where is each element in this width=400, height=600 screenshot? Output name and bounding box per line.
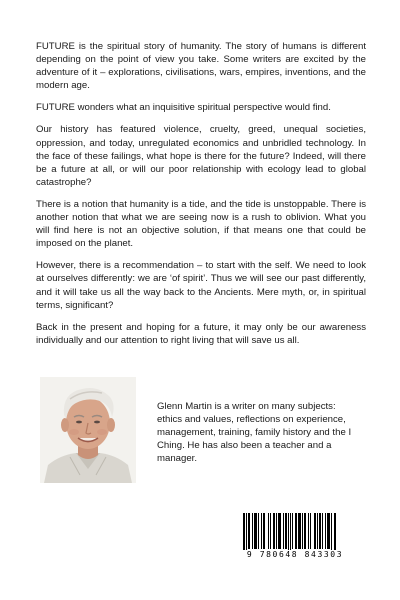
barcode-bar	[298, 513, 301, 549]
barcode-bar	[290, 513, 291, 553]
barcode-bar	[325, 513, 326, 549]
blurb-paragraph-1: FUTURE is the spiritual story of humanity. The story of humans is different depending on the point of view you take. Some writers are excited by the adventure of it – explorations, civilisations, wars, empires, inventions, and the modern age.	[36, 41, 366, 92]
isbn-number: 9 780648 843303	[239, 550, 351, 560]
blurb-text	[36, 40, 366, 356]
barcode-bar	[278, 513, 281, 549]
barcode-bar	[276, 513, 277, 549]
author-bio: Glenn Martin is a writer on many subjects: ethics and values, reflections on experience, management, training, family history and the I Ching. He has also been a teacher and a manager.	[157, 401, 352, 465]
barcode-bar	[319, 513, 321, 549]
barcode-bar	[308, 513, 309, 549]
barcode-bar	[263, 513, 265, 549]
barcode-bar	[292, 513, 293, 549]
barcode-bar	[314, 513, 316, 549]
barcode-bar	[248, 513, 250, 549]
barcode-bar	[273, 513, 275, 549]
barcode-bar	[258, 513, 259, 549]
barcode-bar	[288, 513, 289, 553]
barcode-bar	[243, 513, 245, 553]
barcode-bar	[327, 513, 330, 549]
barcode-bar	[268, 513, 269, 549]
barcode-bar	[261, 513, 262, 549]
blurb-paragraph-5: However, there is a recommendation – to start with the self. We need to look at ourselves differently: we are ‘of spirit’. Thus we will see our past differently, and it will take us all the way back to the Ancients. Mere myth, or, in spiritual terms, significant?	[36, 260, 366, 311]
barcode-bar	[246, 513, 247, 553]
barcode-bar	[302, 513, 303, 549]
barcode-bar	[304, 513, 306, 549]
barcode-bar	[331, 513, 332, 553]
isbn-barcode	[239, 513, 351, 561]
barcode-bar	[254, 513, 257, 549]
barcode-bar	[295, 513, 297, 549]
blurb-paragraph-4: There is a notion that humanity is a tide, and the tide is unstoppable. There is another notion that what we are seeing now is a rush to oblivion. What you will find here is not an objective solution, if that means one that could be imposed on the planet.	[36, 198, 366, 250]
barcode-bar	[322, 513, 323, 549]
barcode-bar	[334, 513, 336, 553]
barcode-bar	[252, 513, 253, 549]
blurb-paragraph-6: Back in the present and hoping for a future, it may only be our awareness individually and our attention to right living that will save us all.	[36, 321, 366, 346]
barcode-bars	[239, 513, 351, 553]
barcode-bar	[317, 513, 318, 549]
barcode-bar	[285, 513, 287, 549]
barcode-bar	[283, 513, 284, 549]
barcode-bar	[270, 513, 271, 549]
author-photo	[40, 377, 136, 483]
blurb-paragraph-3: Our history has featured violence, cruelty, greed, unequal societies, oppression, and today, unregulated economics and unbridled technology. In the face of these failings, what hope is there for the future? Indeed, will there be a future at all, or will our poor relationship with ecology lead to global catastrophe?	[36, 124, 366, 188]
barcode-bar	[310, 513, 311, 549]
blurb-paragraph-2: FUTURE wonders what an inquisitive spiritual perspective would find.	[36, 102, 331, 114]
